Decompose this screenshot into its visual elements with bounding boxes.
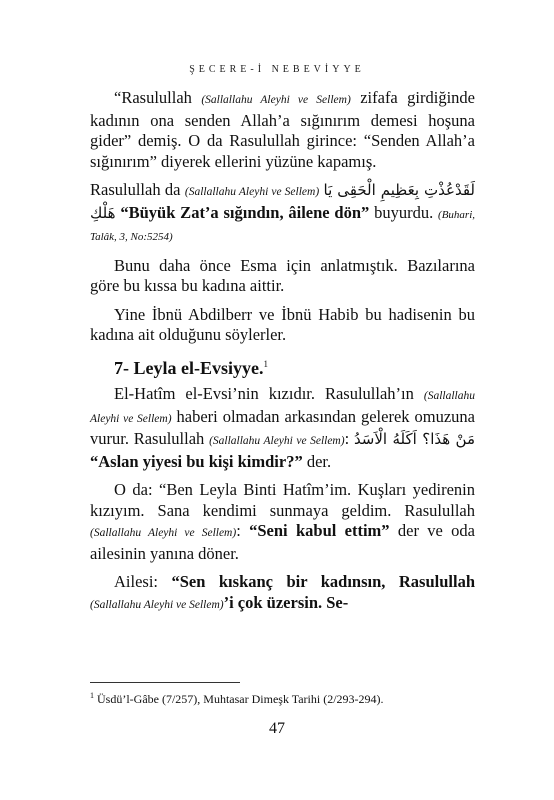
- paragraph-4: Yine İbnü Abdilberr ve İbnü Habib bu hadisenin bu kadına ait olduğunu söylerler.: [90, 304, 475, 344]
- p5-arabic-quote: مَنْ هَذَا؟ اَكَلَهُ الْاَسَدُ: [353, 430, 476, 448]
- p2-salutation: (Sallallahu Aleyhi ve Sellem): [184, 186, 320, 198]
- p5-salutation-2: (Sallallahu Aleyhi ve Sellem): [209, 435, 345, 447]
- p7-bold-2: ’i çok üzersin. Se-: [223, 592, 349, 612]
- paragraph-3: Bunu daha önce Esma için anlatmıştık. Bazılarına göre bu kıssa bu kadına aittir.: [90, 255, 475, 295]
- p6-text-c: der ve oda ailesinin yanına döner.: [90, 521, 475, 563]
- footnote-divider: [90, 682, 240, 683]
- p5-text-c: :: [344, 429, 354, 448]
- p1-salutation: (Sallallahu Aleyhi ve Sellem): [201, 94, 351, 106]
- p1-text-a: “Rasulullah: [114, 88, 202, 107]
- p6-bold-quote: “Seni kabul ettim”: [249, 521, 390, 540]
- section-title: 7- Leyla el-Evsiyye.: [114, 357, 264, 378]
- p5-text-a: El-Hatîm el-Evsi’nin kızıdır. Rasulullah’ın: [114, 384, 424, 403]
- paragraph-7: [90, 572, 475, 615]
- p2-text-a: Rasulullah da: [90, 180, 185, 199]
- p5-text-b: haberi olmadan arkasından gelerek omuzuna vurur. Rasulullah: [90, 406, 475, 448]
- paragraph-2: [90, 180, 475, 248]
- footnote-text: Üsdü’l-Gâbe (7/257), Muhtasar Dimeşk Tarihi (2/293-294).: [94, 692, 384, 706]
- p2-arabic-quote: لَقَدْعُذْتِ بِعَظِيمِ الْحَقِى يَا هَلْكِ: [90, 181, 475, 222]
- section-heading: [90, 354, 475, 379]
- p6-text-b: :: [236, 521, 250, 540]
- p7-salutation: (Sallallahu Aleyhi ve Sellem): [90, 598, 224, 611]
- p6-salutation: (Sallallahu Aleyhi ve Sellem): [90, 527, 237, 539]
- p5-bold-quote: “Aslan yiyesi bu kişi kimdir?”: [90, 451, 303, 471]
- footnote: [90, 688, 475, 707]
- p1-text-b: zifafa girdiğinde kadının ona senden Allah’a sığınırım demesi hoşuna gider” demiş. O da Rasulullah girince: “Senden Allah’a sığınırım” diyerek ellerini yüzüne kapamış.: [90, 88, 475, 171]
- page-number: 47: [269, 720, 285, 737]
- paragraph-1: [90, 88, 475, 172]
- p2-text-b: buyurdu.: [369, 202, 439, 222]
- main-text: [90, 88, 475, 623]
- p5-text-d: der.: [302, 451, 332, 471]
- p7-text-a: Ailesi:: [114, 572, 172, 591]
- running-header: ŞECERE-İ NEBEVİYYE: [189, 64, 365, 75]
- p2-bold-quote: “Büyük Zat’a sığındın, âilene dön”: [115, 202, 370, 222]
- footnote-number: 1: [90, 691, 94, 700]
- paragraph-6: [90, 480, 475, 564]
- footnote-marker: 1: [263, 358, 268, 369]
- p7-bold-1: “Sen kıskanç bir kadınsın, Rasulullah: [171, 572, 475, 591]
- paragraph-5: [90, 384, 475, 472]
- p2-reference: (Buhari, Talâk, 3, No:5254): [90, 208, 476, 243]
- p5-salutation-1: (Sallallahu Aleyhi ve Sellem): [90, 390, 475, 425]
- p6-text-a: O da: “Ben Leyla Binti Hatîm’im. Kuşları yedirenin kızıyım. Sana kendimi sunmaya geldim. Rasulullah: [90, 480, 475, 520]
